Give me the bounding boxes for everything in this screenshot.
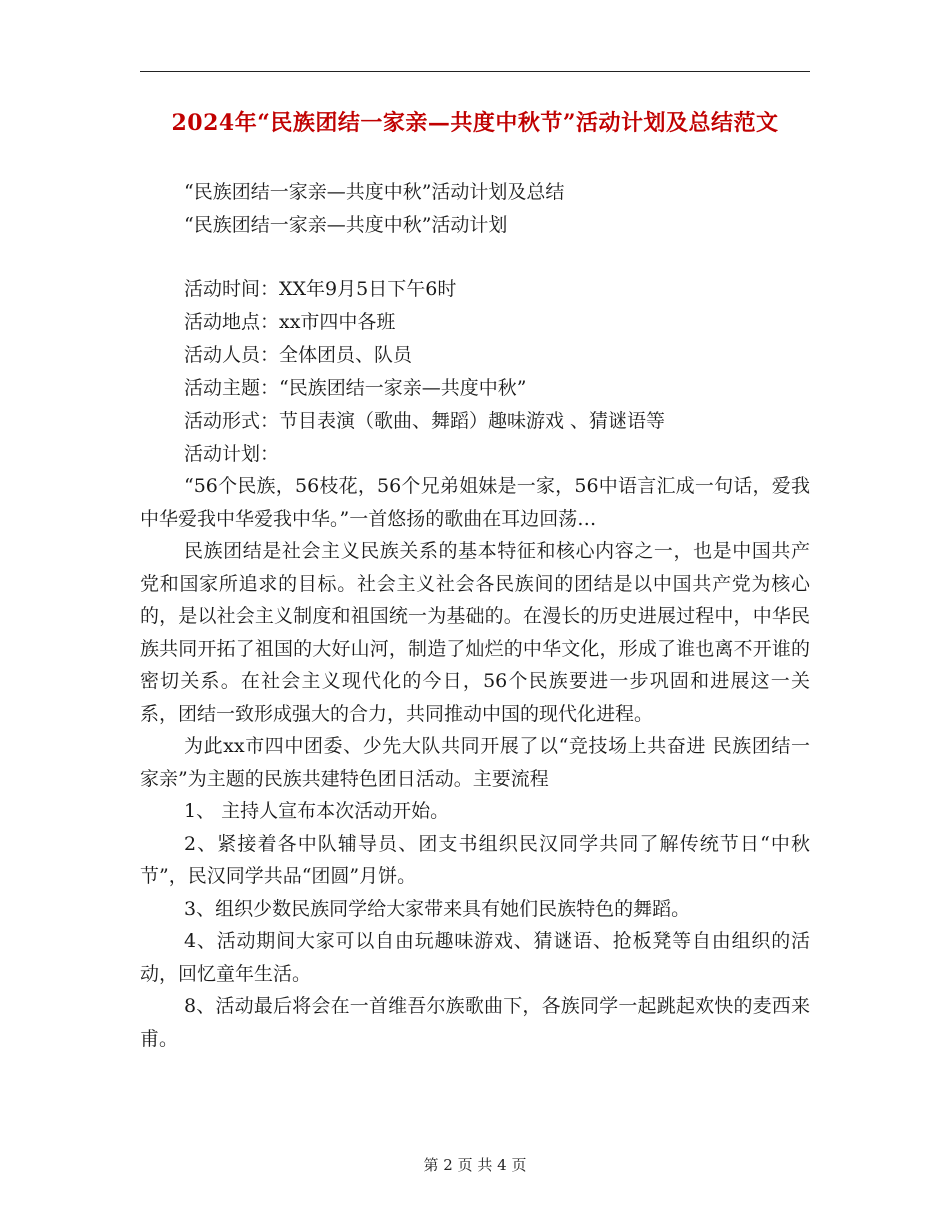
detail-format: 活动形式：节目表演（歌曲、舞蹈）趣味游戏 、猜谜语等 [184, 410, 666, 432]
detail-plan-label: 活动计划： [184, 443, 280, 465]
body-text [140, 470, 810, 1055]
list-item: 1、 主持人宣布本次活动开始。 [184, 800, 450, 822]
paragraph: “56个民族，56枝花，56个兄弟姐妹是一家，56中语言汇成一句话，爱我中华爱我中华爱我中华。”一首悠扬的歌曲在耳边回荡… [140, 475, 810, 530]
list-item: 8、活动最后将会在一首维吾尔族歌曲下，各族同学一起跳起欢快的麦西来甫。 [140, 995, 810, 1050]
activity-details [184, 273, 810, 471]
paragraph: 为此xx市四中团委、少先大队共同开展了以“竞技场上共奋进 民族团结一家亲”为主题的民族共建特色团日活动。主要流程 [140, 735, 810, 790]
subtitle-line: “民族团结一家亲—共度中秋”活动计划及总结 [184, 181, 565, 203]
detail-participants: 活动人员：全体团员、队员 [184, 344, 413, 366]
page-title: 2024年“民族团结一家亲—共度中秋节”活动计划及总结范文 [171, 110, 779, 136]
detail-theme: 活动主题：“民族团结一家亲—共度中秋” [184, 377, 527, 399]
paragraph: 民族团结是社会主义民族关系的基本特征和核心内容之一，也是中国共产党和国家所追求的目标。社会主义社会各民族间的团结是以中国共产党为核心的，是以社会主义制度和祖国统一为基础的。在漫长的历史进展过程中，中华民族共同开拓了祖国的大好山河，制造了灿烂的中华文化，形成了谁也离不开谁的密切关系。在社会主义现代化的今日，56个民族要进一步巩固和进展这一关系，团结一致形成强大的合力，共同推动中国的现代化进程。 [140, 540, 810, 725]
detail-location: 活动地点：xx市四中各班 [184, 311, 396, 333]
list-item: 2、紧接着各中队辅导员、团支书组织民汉同学共同了解传统节日“中秋节”，民汉同学共品“团圆”月饼。 [140, 832, 810, 887]
list-item: 3、组织少数民族同学给大家带来具有她们民族特色的舞蹈。 [184, 897, 691, 920]
list-item: 4、活动期间大家可以自由玩趣味游戏、猜谜语、抢板凳等自由组织的活动，回忆童年生活。 [140, 930, 810, 985]
subtitle-block [184, 176, 810, 242]
subtitle-line: “民族团结一家亲—共度中秋”活动计划 [184, 214, 508, 236]
page-footer: 第 2 页 共 4 页 [423, 1156, 527, 1174]
detail-time: 活动时间：XX年9月5日下午6时 [184, 278, 457, 300]
header-rule [140, 71, 810, 72]
